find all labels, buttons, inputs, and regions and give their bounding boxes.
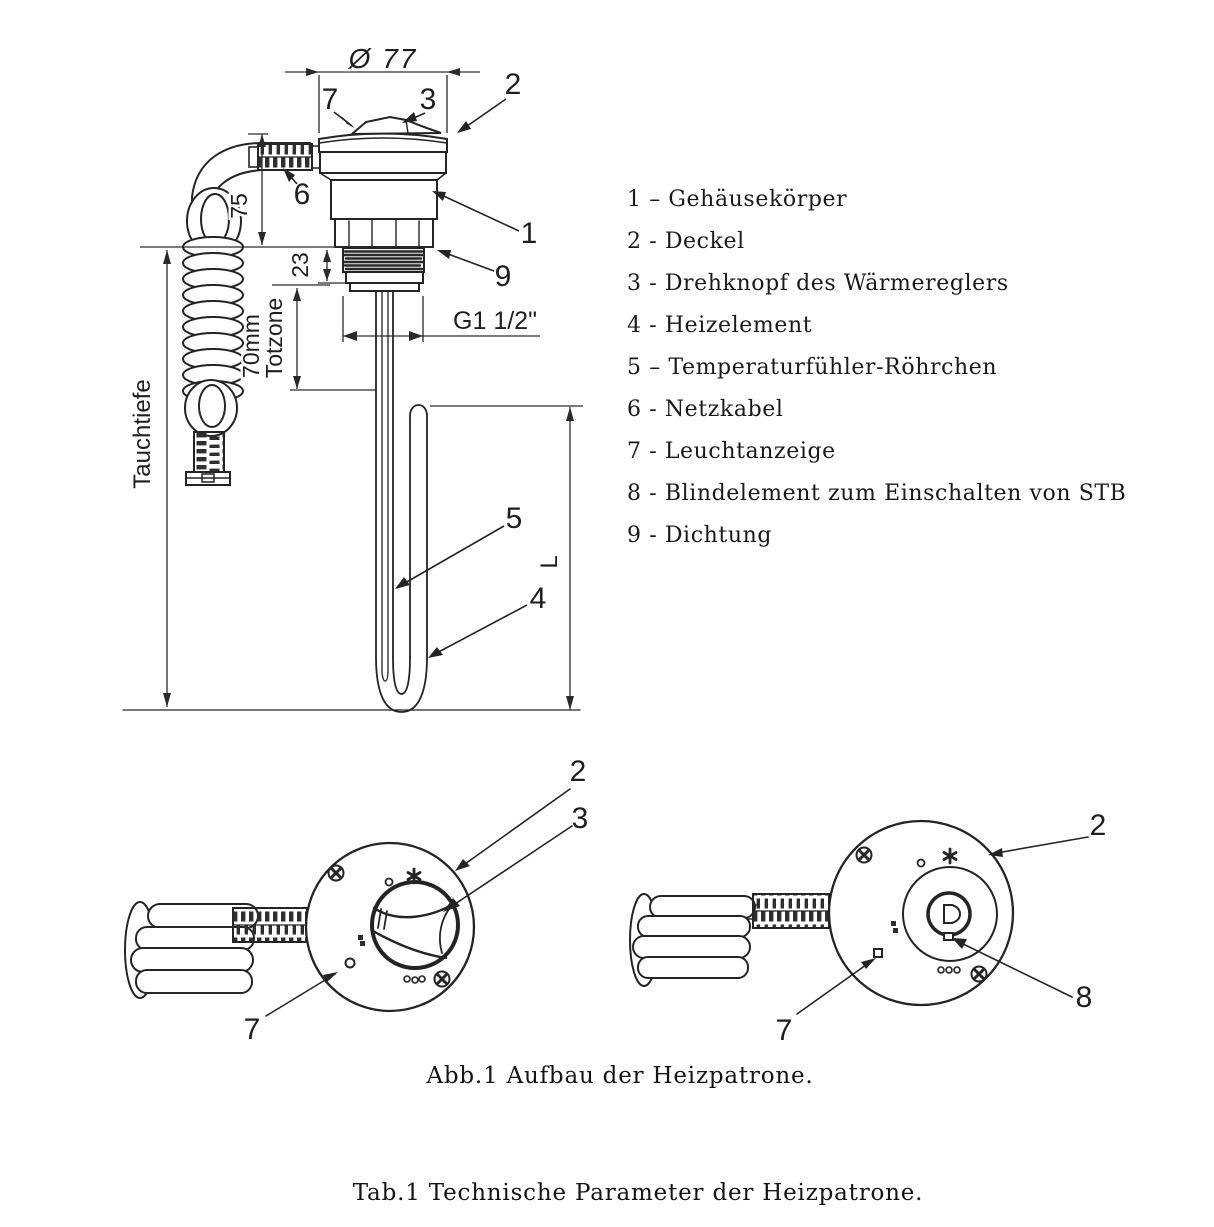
dead-zone-name-label: Totzone <box>261 297 287 379</box>
callout-6: 6 <box>293 178 311 211</box>
legend-item-5: 5 – Temperaturfühler-Röhrchen <box>627 355 998 380</box>
length-L-label: L <box>536 555 563 569</box>
callout-2-left-view: 2 <box>569 755 587 788</box>
dial-mark <box>893 928 898 933</box>
dead-zone-value-label: 70mm <box>238 314 264 378</box>
cable-plug <box>186 432 230 485</box>
housing-head <box>319 117 447 291</box>
tube-u-bend-outer <box>376 657 427 712</box>
callout-3-left-view: 3 <box>571 802 589 835</box>
thermostat-knob-edge <box>352 117 441 134</box>
plug-right-view <box>630 894 756 986</box>
callout-7-right-view: 7 <box>775 1014 793 1047</box>
table-caption: Tab.1 Technische Parameter der Heizpatrone. <box>352 1180 924 1206</box>
callout-3: 3 <box>419 83 437 116</box>
bottom-view-without-knob <box>630 821 1088 1014</box>
callout-7: 7 <box>321 83 339 116</box>
legend-item-7: 7 - Leuchtanzeige <box>627 439 836 464</box>
tube-u-bend-inner <box>393 657 410 694</box>
diameter-label: Ø 77 <box>348 43 418 74</box>
cable-gland <box>249 144 320 170</box>
dim-75-label: 75 <box>226 193 252 219</box>
legend-item-2: 2 - Deckel <box>627 229 745 254</box>
tube-top-cap <box>410 405 427 416</box>
legend <box>627 187 1126 548</box>
legend-item-6: 6 - Netzkabel <box>627 397 784 422</box>
callout-4: 4 <box>529 582 547 615</box>
callout-1: 1 <box>520 217 538 250</box>
dimension-immersion-depth <box>163 250 171 707</box>
callout-8-right-view: 8 <box>1075 981 1093 1014</box>
legend-item-8: 8 - Blindelement zum Einschalten von STB <box>627 481 1127 506</box>
hex-nut <box>335 219 433 247</box>
cable-corrugation-right-view <box>753 894 829 928</box>
dim-23-label: 23 <box>287 252 313 278</box>
callout-2-right-view: 2 <box>1089 809 1107 842</box>
dial-mark <box>891 921 896 926</box>
main-drawing <box>123 117 580 712</box>
callout-2: 2 <box>504 68 522 101</box>
thread-section <box>343 248 424 272</box>
bottom-view-with-knob <box>125 789 572 1016</box>
dial-mark <box>358 935 363 940</box>
dimension-dead-zone <box>272 285 376 390</box>
legend-item-9: 9 - Dichtung <box>627 523 773 548</box>
cable-corrugation-left-view <box>233 908 307 942</box>
indicator-lamp <box>874 949 882 957</box>
dial-mark <box>360 941 365 946</box>
legend-item-4: 4 - Heizelement <box>627 313 813 338</box>
cable-coil <box>183 237 243 401</box>
callout-9: 9 <box>494 260 512 293</box>
heating-element-tube <box>376 291 427 712</box>
legend-item-1: 1 – Gehäusekörper <box>627 187 848 212</box>
legend-item-3: 3 - Drehknopf des Wärmereglers <box>627 271 1009 296</box>
thread-size-label: G1 1/2" <box>453 307 537 335</box>
figure-caption: Abb.1 Aufbau der Heizpatrone. <box>426 1063 814 1089</box>
callout-5: 5 <box>505 502 523 535</box>
sealing-washer <box>346 272 423 291</box>
callout-7-left-view: 7 <box>243 1013 261 1046</box>
immersion-depth-label: Tauchtiefe <box>129 379 156 489</box>
